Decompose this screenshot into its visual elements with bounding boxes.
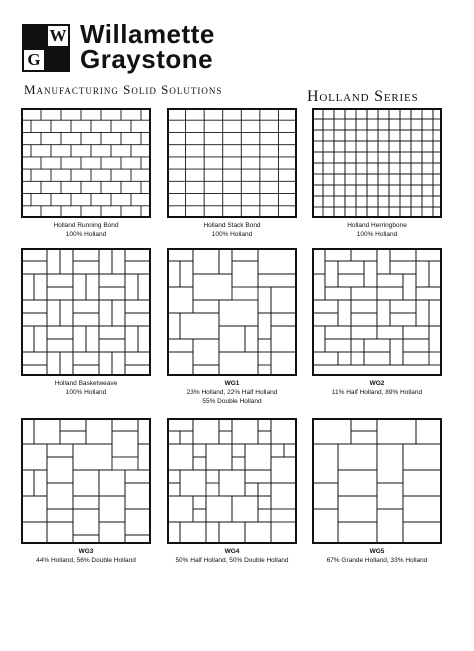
pattern-diagram [312,418,442,544]
paver-block [47,248,60,274]
paver-block [312,483,338,509]
paver-block [312,300,338,313]
paver-block [219,300,258,326]
paver-block [167,496,193,522]
paver-block [312,313,338,326]
pattern-card [167,248,297,406]
paver-block [73,300,99,313]
paver-block [180,313,219,339]
paver-block [99,522,125,544]
pattern-card [167,108,297,239]
paver-block [47,522,73,544]
paver-block [390,261,416,274]
paver-block [125,509,151,535]
paver-block [47,274,73,287]
paver-block [47,352,60,376]
paver-block [377,418,416,444]
pattern-caption [167,547,297,565]
paver-block [219,470,245,496]
paver-block [271,326,297,352]
paver-block [245,470,271,483]
paver-block [245,522,271,544]
paver-block [377,444,403,483]
paver-block [403,352,429,365]
pattern-card [312,108,442,239]
paver-block [112,248,125,274]
paver-block [338,496,377,522]
paver-block [99,470,125,496]
paver-block [180,261,193,287]
paver-block [125,483,151,509]
paver-block [47,300,60,326]
logo-quadrant [24,26,46,48]
paver-block [271,418,297,444]
paver-block [47,339,73,352]
paver-block [422,196,442,207]
paver-block [271,457,297,483]
paver-block [167,444,193,470]
pattern-diagram [167,108,297,218]
paver-block [312,352,338,365]
paver-block [364,352,390,365]
paver-block [377,300,390,326]
paver-block [232,261,258,287]
pattern-composition-line2: 55% Double Holland [202,398,262,405]
paver-block [125,313,151,326]
paver-block [125,274,138,300]
paver-block [21,352,47,365]
pattern-card [312,418,442,565]
paver-block [245,326,258,352]
paver-block [351,313,377,326]
pattern-card [21,248,151,397]
paver-block [338,274,364,287]
paver-block [112,431,138,457]
pattern-composition: 23% Holland, 22% Half Holland [186,389,278,396]
paver-block [258,509,271,522]
paver-block [219,248,232,274]
pattern-composition: 11% Half Holland, 89% Holland [331,389,423,396]
paver-block [86,274,99,300]
pattern-composition: 44% Holland, 56% Double Holland [36,557,136,564]
paver-block [167,352,193,376]
paver-block [403,339,429,352]
pattern-name: WG3 [78,548,94,555]
paver-block [193,274,232,300]
paver-block [245,483,258,496]
pattern-caption [21,379,151,397]
pattern-card [21,108,151,239]
paver-block [99,496,125,522]
paver-block [73,509,99,535]
paver-block [403,470,442,496]
pattern-name: WG2 [369,380,385,387]
pattern-composition: 100% Holland [211,231,253,238]
paver-block [73,313,99,326]
paver-block [99,248,112,274]
paver-block [60,352,73,376]
pattern-composition: 67% Grande Holland, 33% Holland [326,557,428,564]
pattern-card [312,248,442,397]
paver-block [34,418,60,444]
paver-block [258,287,271,313]
paver-block [193,496,206,509]
paver-block [21,313,47,326]
paver-block [21,522,47,544]
paver-block [206,470,219,483]
paver-block [377,248,390,274]
paver-block [125,300,151,313]
paver-block [258,313,271,339]
paver-block [47,457,73,483]
paver-block [351,300,377,313]
pattern-diagram [21,418,151,544]
paver-block [47,509,73,522]
paver-block [99,287,125,300]
paver-block [86,418,112,444]
brand-name-line2: Graystone [80,44,214,74]
paver-block [377,274,403,287]
pattern-diagram [21,108,151,218]
pattern-caption [167,221,297,239]
paver-block [232,457,245,470]
paver-block [422,163,442,174]
tagline: Manufacturing Solid Solutions [24,82,223,97]
paver-block [21,444,47,470]
pattern-caption [312,221,442,239]
paver-block [258,352,271,376]
paver-block [258,274,297,287]
paver-block [125,261,151,274]
paver-block [193,444,206,457]
pattern-diagram [312,248,442,376]
pattern-composition: 100% Holland [356,231,398,238]
pattern-caption [312,379,442,397]
pattern-name: WG1 [224,380,240,387]
paver-block [390,300,416,313]
paver-block [73,496,99,509]
paver-block [403,274,416,300]
pattern-card [167,418,297,565]
paver-block [125,326,138,352]
paver-block [167,339,193,352]
paver-block [47,444,73,457]
paver-block [377,509,403,544]
paver-block [21,261,47,274]
paver-block [193,300,219,313]
pattern-name: WG4 [224,548,240,555]
series-title: Holland Series [307,88,419,105]
paver-block [416,261,429,287]
paver-block [73,352,99,365]
paver-block [245,444,271,470]
paver-block [34,326,47,352]
paver-block [271,287,297,313]
wg-logo [22,24,70,72]
pattern-caption [21,221,151,239]
paver-block [60,248,73,274]
logo-quadrant [46,48,68,70]
paver-block [193,248,219,274]
paver-block [351,431,377,444]
paver-block [364,261,377,287]
paver-block [338,470,377,496]
pattern-name: Holland Herringbone [347,222,407,229]
brand-name-line1: Willamette [80,19,215,49]
paver-block [73,261,99,274]
pattern-composition: 50% Half Holland, 50% Double Holland [175,557,289,564]
paver-block [180,470,206,496]
pattern-name: Holland Running Bond [53,222,119,229]
pattern-composition: 100% Holland [65,389,107,396]
paver-block [422,130,442,141]
paver-block [34,470,47,496]
paver-block [60,431,86,444]
paver-block [21,496,47,522]
paver-block [125,470,151,483]
paver-block [416,418,442,444]
paver-block [125,352,151,365]
paver-block [377,326,403,339]
paver-block [232,444,245,457]
pattern-card [21,418,151,565]
paver-block [271,483,297,509]
paver-block [34,274,47,300]
paver-block [390,339,403,365]
paver-block [325,261,338,287]
paver-block [232,418,258,444]
paver-block [377,483,403,509]
paver-block [312,444,338,483]
paver-block [193,339,219,365]
paver-block [232,496,258,522]
paver-block [193,457,206,470]
paver-block [271,444,284,457]
paver-block [99,326,125,339]
paver-block [416,300,429,326]
paver-block [258,431,271,444]
pattern-name: Holland Basketweave [54,380,118,387]
paver-block [99,339,125,352]
paver-block [99,352,112,376]
logo-letter-g: G [24,48,46,70]
paver-block [325,339,351,352]
pattern-diagram [312,108,442,218]
paver-block [206,496,232,522]
paver-block [60,300,73,326]
paver-block [325,287,351,300]
paver-block [403,326,429,339]
paver-block [351,287,377,300]
paver-block [219,352,258,376]
paver-block [206,522,219,544]
paver-block [351,326,377,339]
paver-block [206,444,232,470]
paver-block [403,496,442,522]
paver-block [193,418,219,444]
paver-block [312,509,338,544]
paver-block [193,509,206,522]
paver-block [271,313,297,326]
paver-block [47,326,73,339]
pattern-name: WG5 [369,548,385,555]
paver-block [271,352,297,376]
pattern-border [168,109,296,217]
paver-block [338,300,351,326]
paver-block [73,444,112,470]
paver-block [99,274,125,287]
paver-block [73,274,86,300]
paver-block [167,287,193,313]
paver-block [403,522,442,544]
paver-block [390,313,416,326]
paver-block [258,496,271,509]
paver-block [338,444,377,470]
paver-block [180,522,206,544]
paver-block [112,352,125,376]
paver-block [73,326,86,352]
pattern-diagram [167,418,297,544]
paver-block [312,418,351,444]
paver-block [99,300,112,326]
paver-block [258,483,271,496]
paver-block [86,326,99,352]
paver-block [416,287,442,300]
paver-block [325,326,351,339]
logo-letter-w: W [46,26,68,48]
paver-block [258,248,297,274]
pattern-diagram [167,248,297,376]
pattern-caption [312,547,442,565]
paver-block [21,300,47,313]
paver-block [219,326,245,352]
pattern-caption [167,379,297,406]
paver-block [47,483,73,509]
pattern-diagram [21,248,151,376]
paver-block [377,287,403,300]
pattern-border [22,249,150,375]
paver-block [338,261,364,274]
pattern-name: Holland Stack Bond [203,222,261,229]
paver-block [219,431,232,444]
paver-block [112,300,125,326]
paver-block [73,470,99,496]
paver-block [403,444,442,470]
pattern-caption [21,547,151,565]
paver-block [180,431,193,444]
paver-block [364,339,390,352]
paver-block [338,522,377,544]
brand-name [80,19,215,74]
pattern-composition: 100% Holland [65,231,107,238]
paver-block [271,522,297,544]
paver-block [219,522,245,544]
paver-block [47,287,73,300]
